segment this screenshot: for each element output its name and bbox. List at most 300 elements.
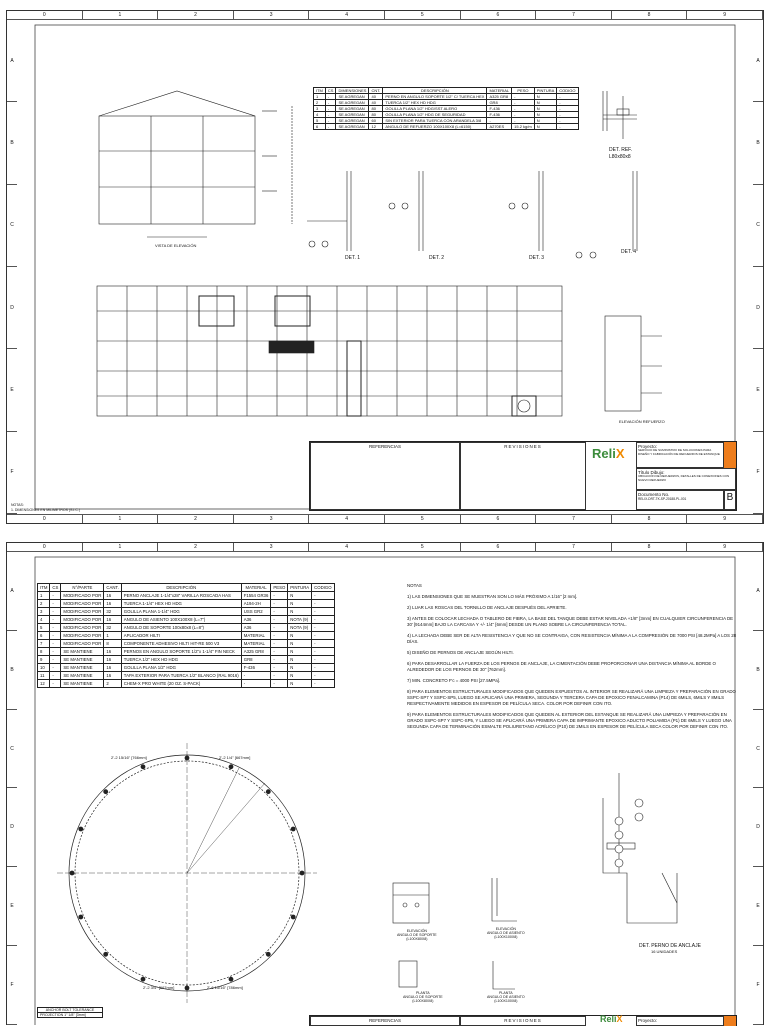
anchor-bolt-mark [78, 827, 83, 832]
reinforcement-elevation [605, 316, 662, 411]
anchor-bolt-mark [291, 915, 296, 920]
document-number: RELIX-DRT-TK-SP-20188-PL-001 [638, 497, 687, 501]
bom-cell: MODIFICADO POR [61, 632, 104, 640]
logo-text-a: Reli [600, 1014, 617, 1024]
note-item: 7) MIN. CONCRETO F'c = 4000 PSI [27.5MPa]. [407, 678, 501, 683]
document-box [636, 490, 724, 510]
bom-cell: - [325, 94, 336, 100]
bom-cell: 8 [38, 648, 50, 656]
notes-heading: NOTAS: [11, 503, 24, 507]
references-box [310, 1016, 460, 1026]
ruler-cell: 2 [158, 515, 234, 523]
bom-cell: 12 [369, 124, 383, 130]
ruler-cell: E [7, 867, 17, 946]
bom-cell: CHEM-X PRO WHITE (20 OZ. S-PACK) [121, 680, 241, 688]
bom-cell: GOLILLA PLANA 1/2" HDG [121, 664, 241, 672]
bom-cell: 40 [369, 94, 383, 100]
anchor-bolt-mark [300, 871, 305, 876]
bom-cell: SE AGREGAN [336, 100, 369, 106]
sheet2-title-block [309, 1015, 737, 1026]
bom-header-cell: ITM [314, 88, 326, 94]
bom-cell: - [512, 100, 535, 106]
bom-header-cell: DIMENSIONES [336, 88, 369, 94]
bom-cell: N [288, 600, 312, 608]
bom-cell: 32 [104, 624, 121, 632]
general-notes [407, 583, 737, 735]
bom-row [38, 616, 335, 624]
bom-cell: N [288, 672, 312, 680]
bom-cell: SE MANTIENE [61, 672, 104, 680]
bom-cell: - [312, 680, 334, 688]
bom-cell: MODIFICADO POR [61, 600, 104, 608]
bom-cell: 80 [369, 106, 383, 112]
det-ref-drawing [603, 91, 637, 139]
bom-cell: - [312, 624, 334, 632]
note-item: 3) ANTES DE COLOCAR LECHADA O TABLERO DE FIBRA, LA BASE DEL TANQUE DEBE ESTAR NIVELADA +1/8" [3mm] EN CUALQUIER CIRCUNFERENCIA DE 30' [9144mm] BAJO LA CARCASA Y +/- 1/4" [6mm] DESDE UN PLANO SOBRE LA CIRCUNFERENCIA TOTAL. [407, 616, 734, 627]
bom-cell: PERNO EN ANGULO SOPORTE 1/2" C/ TUERCA HEX [383, 94, 487, 100]
anchor-bolt-plan [57, 743, 317, 1003]
ruler-cell: E [753, 867, 763, 946]
note-item: 4) LA LECHADA DEBE SER DE ALTA RESISTENCIA Y QUE NO SE CONTRAIGA, CON RESISTENCIA MÍNIMA A LA COMPRESIÓN DE 7000 PSI [48.2MPa] A LOS 28 DÍAS. [407, 633, 737, 644]
bom-cell: - [50, 608, 61, 616]
revision-letter: B [726, 492, 734, 503]
ruler-cell: C [753, 710, 763, 789]
det-1-title: DET. 1 [345, 255, 361, 261]
anchor-bolt-mark [291, 827, 296, 832]
bom-cell: SE MANTIENE [61, 656, 104, 664]
bom-body [38, 592, 335, 688]
bom-cell: - [512, 112, 535, 118]
ruler-cell: 6 [461, 543, 537, 551]
ruler-cell: F [7, 946, 17, 1025]
dim-label-d: 2'-6 15/16" [786mm] [207, 985, 243, 990]
bom-cell: - [241, 680, 271, 688]
bom-cell: NOTA (9) [288, 616, 312, 624]
bom-cell: - [312, 616, 334, 624]
bom-cell: N [534, 124, 557, 130]
bom-header-cell: CANT. [104, 584, 121, 592]
ruler-cell: F [7, 432, 17, 514]
ruler-cell: 4 [309, 543, 385, 551]
bom-header-cell: N°/PARTE [61, 584, 104, 592]
bom-row [38, 680, 335, 688]
ruler-cell: D [7, 267, 17, 349]
bom-header-cell: DESCRIPCIÓN [121, 584, 241, 592]
dim-label-c: 2'-2 3/4" [667mm] [143, 985, 175, 990]
bom-cell: 40 [369, 100, 383, 106]
bom-cell: N [288, 592, 312, 600]
bom-cell: - [50, 600, 61, 608]
bom-cell: - [50, 616, 61, 624]
bom-cell: - [271, 624, 288, 632]
bom-cell: SE AGREGAN [336, 118, 369, 124]
orange-corner-mark [724, 442, 736, 468]
bom-cell: MATERIAL [241, 632, 271, 640]
revisions-box [460, 1016, 586, 1026]
ruler-cell: 3 [234, 515, 310, 523]
bom-header-cell: PINTURA [534, 88, 557, 94]
det-ref-size: L80x80x8 [609, 154, 631, 160]
ruler-cell: A [7, 20, 17, 102]
planta-asiento-caption: PLANTA ANGULO DE ASIENTO (L100X100X8) [487, 991, 525, 1003]
references-box [310, 442, 460, 510]
ruler-cell: 1 [83, 11, 159, 19]
bom-cell: - [271, 640, 288, 648]
bom-row [38, 624, 335, 632]
bom-cell: 2 [104, 680, 121, 688]
bom-cell: 6 [314, 124, 326, 130]
bom-cell: - [312, 592, 334, 600]
dim-label-b: 2'-2 1/4" [667mm] [219, 755, 251, 760]
bom-cell: 16 [104, 656, 121, 664]
ruler-cell: B [7, 631, 17, 710]
logo-text-a: Reli [592, 446, 616, 461]
bom-cell: - [557, 124, 578, 130]
sheet1-bill-of-materials [313, 87, 579, 130]
ruler-cell: 5 [385, 543, 461, 551]
bom-cell: F-436 [487, 106, 512, 112]
bom-header-cell: ITM [38, 584, 50, 592]
ruler-cell: 1 [83, 515, 159, 523]
bom-cell: ANGULO DE REFUERZO 100X100X8 (L=6150) [383, 124, 487, 130]
bom-cell: 8 [104, 640, 121, 648]
bom-cell: F-436 [487, 112, 512, 118]
bom-cell: - [325, 112, 336, 118]
bom-cell: ANGULO DE ASIENTO 100X100X8 (L=7") [121, 616, 241, 624]
bom-cell: N [288, 640, 312, 648]
bom-cell: 16 [104, 592, 121, 600]
revisions-title: REVISIONES [504, 444, 542, 449]
bom-cell: - [271, 616, 288, 624]
sheet2-bill-of-materials [37, 583, 335, 688]
project-box [636, 442, 724, 468]
bom-cell: N [288, 632, 312, 640]
bom-header-cell: MATERIAL [241, 584, 271, 592]
project-label: Proyecto: [638, 1018, 658, 1023]
bom-cell: SE MANTIENE [61, 664, 104, 672]
bom-cell: 1 [104, 632, 121, 640]
bom-cell: A36 [241, 616, 271, 624]
bom-row [38, 648, 335, 656]
ruler-cell: 2 [158, 543, 234, 551]
bom-cell: - [50, 648, 61, 656]
drawing-sheet-1 [6, 10, 764, 524]
bom-cell: 11 [38, 672, 50, 680]
bom-header-cell: PESO [271, 584, 288, 592]
bom-cell: - [512, 94, 535, 100]
bom-cell: - [557, 112, 578, 118]
ruler-cell: 5 [385, 515, 461, 523]
bom-cell: 2 [38, 600, 50, 608]
note-item: 5) DISEÑO DE PERNOS DE ANCLAJE SEGÚN HILTI. [407, 650, 514, 655]
ruler-cell: 8 [612, 11, 688, 19]
bom-header-cell: CODIGO [557, 88, 578, 94]
bom-cell: - [487, 118, 512, 124]
bom-row [38, 600, 335, 608]
ruler-cell: 4 [309, 11, 385, 19]
bom-cell: 60 [369, 118, 383, 124]
revisions-title: REVISIONES [504, 1018, 542, 1023]
bom-body [314, 94, 579, 130]
bom-header-cell: PINTURA [288, 584, 312, 592]
note-1: 1. DIMENSIONES EN MILIMETROS (S.I.C.) [11, 508, 81, 512]
bom-cell: APLICADOR HILTI [121, 632, 241, 640]
bom-cell: - [557, 94, 578, 100]
anchor-bolt-mark [185, 756, 190, 761]
anchor-tolerance-title: ANCHOR BOLT TOLERANCE [38, 1008, 102, 1013]
ruler-cell: 3 [234, 11, 310, 19]
dim-label-a: 2'-2 15/16" [766mm] [111, 755, 147, 760]
bom-row [38, 664, 335, 672]
bom-cell: USS GR2 [241, 608, 271, 616]
anchor-bolt-mark [266, 952, 271, 957]
bom-header-cell: CS [325, 88, 336, 94]
bom-cell: 4 [314, 112, 326, 118]
bom-cell: 16 [104, 616, 121, 624]
relix-logo [600, 1014, 623, 1024]
bom-cell: 15.2 kg/m [512, 124, 535, 130]
bom-header-row [38, 584, 335, 592]
bom-cell: PERNOS EN ANGULO SOPORTE 1/2"x 1-1/4" FIN NECK [121, 648, 241, 656]
bom-cell: TUERCA 1/2" HEX HD HDG [383, 100, 487, 106]
bom-cell: TUERCA 1/2" HEX HD HDG [121, 656, 241, 664]
bom-cell: N [288, 648, 312, 656]
bom-cell: SE MANTIENE [61, 648, 104, 656]
ruler-cell: 8 [612, 543, 688, 551]
bom-cell: 3 [38, 608, 50, 616]
bom-cell: - [271, 608, 288, 616]
bom-row [314, 94, 579, 100]
bom-cell: A325 GR8 [241, 648, 271, 656]
anchor-bolt-mark [70, 871, 75, 876]
anchor-bolt-mark [103, 789, 108, 794]
ruler-cell: B [753, 102, 763, 184]
notes-heading: NOTAS [407, 583, 422, 588]
bom-cell: - [557, 118, 578, 124]
ruler-cell: 1 [83, 543, 159, 551]
bom-cell: SE AGREGAN [336, 112, 369, 118]
bom-cell: - [512, 118, 535, 124]
bom-cell: - [271, 592, 288, 600]
references-title: REFERENCIAS [368, 444, 401, 449]
drawing-title-label: Título Dibujo: [638, 470, 665, 475]
det-3-title: DET. 3 [529, 255, 545, 261]
project-label: Proyecto: [638, 444, 658, 449]
bom-cell: - [325, 106, 336, 112]
det-2-title: DET. 2 [429, 255, 445, 261]
anchor-bolt-mark [103, 952, 108, 957]
ruler-cell: A [753, 552, 763, 631]
anchor-detail-section [603, 773, 677, 923]
bom-cell: 12 [38, 680, 50, 688]
bom-row [314, 112, 579, 118]
ruler-cell: 5 [385, 11, 461, 19]
ruler-cell: 8 [612, 515, 688, 523]
bom-cell: - [271, 600, 288, 608]
logo-text-b: X [616, 1014, 623, 1024]
bom-cell: - [312, 664, 334, 672]
project-name: SERVICIO DE SUMINISTRO DE SOLUCIONES PARA DISEÑO Y FABRICACIÓN DE REFUERZOS DE ESTANQUE [638, 448, 720, 456]
bom-cell: 16 [104, 600, 121, 608]
bom-cell: 4 [38, 616, 50, 624]
bom-header-cell: MATERIAL [487, 88, 512, 94]
bom-cell: 80 [369, 112, 383, 118]
bom-cell: - [325, 124, 336, 130]
bom-cell: N [534, 112, 557, 118]
bom-cell: N [534, 100, 557, 106]
bom-cell: 3 [314, 106, 326, 112]
ruler-cell: E [753, 349, 763, 431]
bom-cell: - [325, 100, 336, 106]
project-box [636, 1016, 724, 1026]
bom-cell: - [312, 632, 334, 640]
revision-letter-box [724, 490, 736, 510]
ruler-cell: 9 [687, 11, 763, 19]
bom-cell: - [50, 680, 61, 688]
bom-cell: - [312, 640, 334, 648]
bom-cell: - [512, 106, 535, 112]
elevacion-refuerzo-title: ELEVACIÓN REFUERZO [619, 419, 665, 424]
bom-cell: - [50, 664, 61, 672]
bom-header-row [314, 88, 579, 94]
bom-row [38, 656, 335, 664]
ruler-cell: A [753, 20, 763, 102]
bom-cell: 32 [104, 608, 121, 616]
bom-cell: A325 GR8 [487, 94, 512, 100]
bom-cell: 5 [38, 624, 50, 632]
bom-cell: 16 [104, 664, 121, 672]
anchor-bolt-mark [229, 764, 234, 769]
bom-cell: - [271, 648, 288, 656]
drawing-sheet-2 [6, 542, 764, 1025]
bom-cell: TAPA EXTERIOR PARA TUERCA 1/2" BLANCO (RAL 9016) [121, 672, 241, 680]
tank-elevation-view [99, 91, 292, 237]
planta-soporte-caption: PLANTA ANGULO DE SOPORTE (L100X80X8) [403, 991, 443, 1003]
ruler-cell: B [753, 631, 763, 710]
ruler-cell: D [753, 267, 763, 349]
bom-cell: SE AGREGAN [336, 106, 369, 112]
bom-cell: ANGULO DE SOPORTE 100x80x8 (L=8") [121, 624, 241, 632]
drawing-title: UBICACIÓN DE REFUERZOS, DETALLES DE CONEXIONES CON NUEVO REFUERZO [638, 474, 730, 482]
bom-cell: GR8 [241, 656, 271, 664]
bom-row [314, 106, 579, 112]
bom-cell: - [271, 664, 288, 672]
note-item: 8) PARA ELEMENTOS ESTRUCTURALES MODIFICADOS QUE QUEDEN EXPUESTOS AL INTERIOR SE REALIZARÁ UNA LIMPIEZA Y PREPARACIÓN EN GRADO SSPC-SP7 Y SSPC-SP5, LUEGO SE APLICARÁ UNA PRIMERA, SEGUNDA Y TERCERA CAPA DE EPOXICO FENALCAMINA (P14) DE 6MILS, 6MILS Y 8MILS RESPECTIVAMENTE MEDIDOS EN ESPESOR DE PELÍCULA SECA. COLOR POR DEFINIR CON ITO. [407, 689, 736, 706]
bom-cell: GOLILLA PLANA 1/2" HDG/SST ALERO [383, 106, 487, 112]
bom-cell: - [271, 680, 288, 688]
bom-cell: GOLILLA PLANA 1-1/4" HDG [121, 608, 241, 616]
note-item: 6) PARA DESARROLLAR LA FUERZA DE LOS PERNOS DE ANCLAJE, LA CIMENTACIÓN DEBE PROPORCIONAR UNA DISTANCIA MÍNIMA AL BORDE O ALREDEDOR DE LOS PERNOS DE 30" [762mm]. [407, 661, 716, 672]
ruler-cell: 6 [461, 11, 537, 19]
bom-cell: - [271, 672, 288, 680]
anchor-bolt-mark [141, 764, 146, 769]
bom-cell: 1 [38, 592, 50, 600]
bom-cell: F1554 GR36 [241, 592, 271, 600]
anchor-bolt-mark [141, 977, 146, 982]
bom-cell: N [534, 94, 557, 100]
bom-cell: - [312, 672, 334, 680]
bom-header-cell: DESCRIPCIÓN [383, 88, 487, 94]
ruler-cell: 6 [461, 515, 537, 523]
ruler-cell: C [7, 710, 17, 789]
document-label: Documento No. [638, 492, 670, 497]
ruler-cell: C [7, 185, 17, 267]
relix-logo [592, 446, 625, 461]
bom-cell: - [557, 100, 578, 106]
logo-text-b: X [615, 446, 625, 461]
vista-elevacion-title: VISTA DE ELEVACIÓN [155, 243, 197, 248]
ruler-cell: 7 [536, 11, 612, 19]
bom-cell: GR8 [487, 100, 512, 106]
bom-cell: PERNO ANCLAJE 1-1/4"x28" VARILLA ROSCADA HAS [121, 592, 241, 600]
ruler-cell: 3 [234, 543, 310, 551]
bom-cell: N [534, 118, 557, 124]
bom-header-cell: CODIGO [312, 584, 334, 592]
notes-list [407, 594, 737, 730]
note-item: 9) PARA ELEMENTOS ESTRUCTURALES MODIFICADOS QUE QUEDEN AL EXTERIOR DEL ESTANQUE SE REALIZARÁ UNA LIMPIEZA Y PREPARACIÓN EN GRADO SSPC-SP7 Y SSPC-SP5, Y LUEGO SE APLICARÁ UNA PRIMERA CAPA DE IMPRIMANTE EPOXICO ADUCTO POLIAMIDA (P1) DE 6MILS Y LUEGO UNA SEGUNDA CAPA DE TERMINACIÓN ESMALTE POLIURETANO ACRÍLICO (P10) DE 2MILS EN ESPESOR DE PELÍCULA SECA COLOR POR DEFINIR CON ITO. [407, 712, 732, 729]
bom-cell: 16 [104, 672, 121, 680]
ruler-cell: 9 [687, 515, 763, 523]
bom-cell: - [312, 656, 334, 664]
bom-cell: N [288, 680, 312, 688]
bom-cell: F-436 [241, 664, 271, 672]
bom-cell: 6 [38, 632, 50, 640]
bom-cell: 2 [314, 100, 326, 106]
bom-cell: 7 [38, 640, 50, 648]
bom-cell: - [312, 600, 334, 608]
bom-cell: GOLILLA PLANA 1/2" HDG DE SEGURIDAD [383, 112, 487, 118]
revisions-box [460, 442, 586, 510]
ruler-cell: 7 [536, 515, 612, 523]
bom-cell: MATERIAL [241, 640, 271, 648]
ruler-cell: 4 [309, 515, 385, 523]
bom-cell: 10 [38, 664, 50, 672]
bom-cell: A270ES [487, 124, 512, 130]
bom-cell: - [50, 624, 61, 632]
anchor-bolt-mark [229, 977, 234, 982]
bom-cell: - [271, 656, 288, 664]
connection-details [307, 171, 637, 258]
note-item: 1) LAS DIMENSIONES QUE SE MUESTRAN SON LO MÁS PRÓXIMO A 1/16" [2 mm]. [407, 594, 578, 599]
ruler-cell: D [7, 788, 17, 867]
det-ref-title: DET. REF. [609, 147, 633, 153]
ruler-cell: C [753, 185, 763, 267]
bom-cell: - [312, 648, 334, 656]
bom-cell: - [241, 672, 271, 680]
det-4-title: DET. 4 [621, 249, 637, 255]
bom-row [314, 124, 579, 130]
anchor-bolt-mark [78, 915, 83, 920]
bom-cell: N [534, 106, 557, 112]
ruler-cell: F [753, 946, 763, 1025]
ruler-cell: F [753, 432, 763, 514]
anchor-bolt-mark [185, 986, 190, 991]
note-item: 2) LUAR LAS ROSCAS DEL TORNILLO DE ANCLAJE DESPUÉS DEL APRIETE. [407, 605, 567, 610]
bom-cell: - [50, 592, 61, 600]
bom-cell: MODIFICADO POR [61, 624, 104, 632]
bom-header-cell: CS [50, 584, 61, 592]
sheet1-title-block [309, 441, 737, 511]
bom-cell: COMPONENTE ADHESIVO HILTI HIT-RE 500 V3 [121, 640, 241, 648]
drawing-title-box [636, 468, 736, 490]
bom-row [314, 118, 579, 124]
bom-cell: SIN EXTERIOR PARA TUERCA CON ARANDELA 3/8 [383, 118, 487, 124]
bom-cell: - [50, 640, 61, 648]
orange-corner-mark [724, 1016, 736, 1026]
bom-cell: - [557, 106, 578, 112]
bom-row [38, 608, 335, 616]
bom-header-cell: PESO [512, 88, 535, 94]
